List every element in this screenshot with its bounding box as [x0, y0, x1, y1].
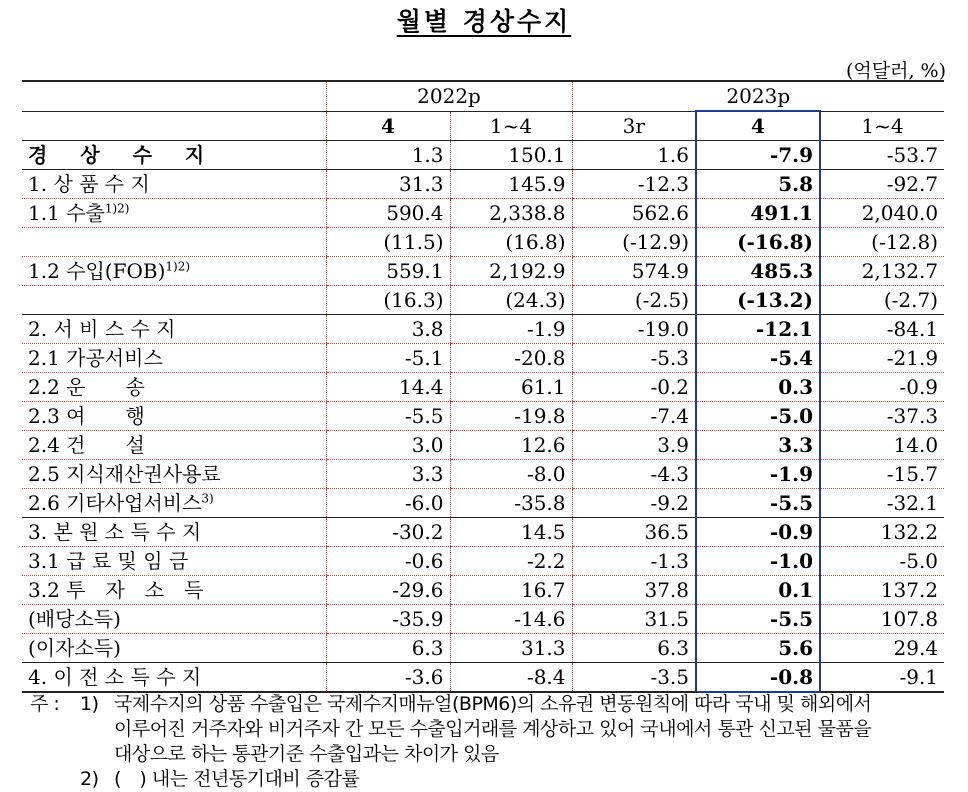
value-cell: (16.8) [450, 228, 572, 257]
value-cell: 37.8 [572, 576, 696, 605]
table-row [22, 460, 944, 489]
value-cell: -8.4 [450, 663, 572, 693]
value-cell: 0.3 [696, 373, 820, 402]
value-cell: -9.1 [820, 663, 944, 693]
value-cell: 145.9 [450, 170, 572, 199]
value-cell: -3.5 [572, 663, 696, 693]
value-cell: (11.5) [326, 228, 450, 257]
value-cell: (-2.5) [572, 286, 696, 315]
footnote-2 [30, 767, 960, 792]
value-cell: 137.2 [820, 576, 944, 605]
value-cell: -0.9 [696, 518, 820, 547]
table-row [22, 634, 944, 663]
value-cell: (24.3) [450, 286, 572, 315]
row-label [22, 373, 326, 402]
table-row [22, 373, 944, 402]
value-cell: 132.2 [820, 518, 944, 547]
row-label [22, 286, 326, 315]
value-cell: 6.3 [326, 634, 450, 663]
table-row [22, 228, 944, 257]
footnote-marker: 3) [201, 491, 214, 506]
value-cell: -1.3 [572, 547, 696, 576]
value-cell: -14.6 [450, 605, 572, 634]
value-cell: (16.3) [326, 286, 450, 315]
value-cell: 485.3 [696, 257, 820, 286]
value-cell: -0.6 [326, 547, 450, 576]
value-cell: -5.3 [572, 344, 696, 373]
row-label-text: 2.4 건 설 [28, 433, 145, 457]
table-row [22, 663, 944, 693]
row-label [22, 605, 326, 634]
table-row [22, 170, 944, 199]
value-cell: 14.5 [450, 518, 572, 547]
footnote-text: 이루어진 거주자와 비거주자 간 모든 수출입거래를 계상하고 있어 국내에서 통관 신고된 물품을 [114, 718, 872, 740]
footnote-marker: 1)2) [104, 201, 130, 216]
value-cell: -29.6 [326, 576, 450, 605]
table-body [22, 141, 944, 693]
row-label [22, 199, 326, 228]
header-col-2022-1-4: 1~4 [450, 111, 572, 141]
value-cell: -0.2 [572, 373, 696, 402]
value-cell: (-2.7) [820, 286, 944, 315]
row-label-text: 2.5 지식재산권사용료 [28, 462, 221, 486]
row-label [22, 460, 326, 489]
value-cell: 3.3 [326, 460, 450, 489]
value-cell: 559.1 [326, 257, 450, 286]
value-cell: -19.8 [450, 402, 572, 431]
current-account-table [22, 80, 944, 693]
value-cell: 29.4 [820, 634, 944, 663]
footnote-text: 대상으로 하는 통관기준 수출입과는 차이가 있음 [114, 743, 499, 765]
row-label-text: 1. 상 품 수 지 [28, 172, 150, 196]
value-cell: -5.0 [820, 547, 944, 576]
row-label-text: 2.2 운 송 [28, 375, 145, 399]
value-cell: -37.3 [820, 402, 944, 431]
value-cell: -5.4 [696, 344, 820, 373]
row-label-text: 4. 이 전 소 득 수 지 [28, 665, 202, 689]
table-row [22, 199, 944, 228]
footnotes [30, 692, 960, 792]
value-cell: 3.0 [326, 431, 450, 460]
value-cell: 1.6 [572, 141, 696, 170]
value-cell: -20.8 [450, 344, 572, 373]
row-label [22, 170, 326, 199]
table-row [22, 141, 944, 170]
value-cell: -7.4 [572, 402, 696, 431]
row-label-text: 3.1 급 료 및 임 금 [28, 549, 189, 573]
table-row [22, 518, 944, 547]
value-cell: 14.4 [326, 373, 450, 402]
value-cell: (-16.8) [696, 228, 820, 257]
row-label [22, 518, 326, 547]
value-cell: (-13.2) [696, 286, 820, 315]
header-col-2023-4: 4 [696, 111, 820, 141]
value-cell: 0.1 [696, 576, 820, 605]
value-cell: -9.2 [572, 489, 696, 518]
value-cell: -2.2 [450, 547, 572, 576]
value-cell: (-12.9) [572, 228, 696, 257]
value-cell: 5.6 [696, 634, 820, 663]
footnote-number: 1) [80, 693, 99, 715]
value-cell: 3.8 [326, 315, 450, 344]
table-row [22, 257, 944, 286]
header-row-years [22, 81, 944, 111]
header-col-2023-1-4: 1~4 [820, 111, 944, 141]
value-cell: -7.9 [696, 141, 820, 170]
row-label [22, 141, 326, 170]
row-label [22, 634, 326, 663]
header-col-2023-3r: 3r [572, 111, 696, 141]
value-cell: 31.5 [572, 605, 696, 634]
value-cell: -5.5 [696, 489, 820, 518]
value-cell: -30.2 [326, 518, 450, 547]
value-cell: 36.5 [572, 518, 696, 547]
row-label [22, 576, 326, 605]
value-cell: 5.8 [696, 170, 820, 199]
table-row [22, 547, 944, 576]
row-label-text: (배당소득) [28, 607, 121, 631]
value-cell: 107.8 [820, 605, 944, 634]
row-label [22, 257, 326, 286]
value-cell: -0.8 [696, 663, 820, 693]
table-row [22, 605, 944, 634]
footnote-1 [30, 692, 960, 717]
footnote-text: ( ) 내는 전년동기대비 증감률 [114, 768, 360, 790]
value-cell: -0.9 [820, 373, 944, 402]
header-year-2022: 2022p [326, 81, 572, 111]
value-cell: -53.7 [820, 141, 944, 170]
value-cell: -5.1 [326, 344, 450, 373]
row-label-text: 2.3 여 행 [28, 404, 145, 428]
value-cell: 562.6 [572, 199, 696, 228]
value-cell: -35.9 [326, 605, 450, 634]
header-col-2022-4: 4 [326, 111, 450, 141]
value-cell: 2,192.9 [450, 257, 572, 286]
row-label [22, 344, 326, 373]
row-label [22, 547, 326, 576]
value-cell: 2,132.7 [820, 257, 944, 286]
footnote-lead: 주 : [30, 693, 60, 715]
row-label-text: 2.1 가공서비스 [28, 346, 163, 370]
value-cell: 1.3 [326, 141, 450, 170]
value-cell: 590.4 [326, 199, 450, 228]
value-cell: -3.6 [326, 663, 450, 693]
value-cell: -5.5 [696, 605, 820, 634]
row-label [22, 315, 326, 344]
value-cell: -12.1 [696, 315, 820, 344]
row-label-text: 3.2 투 자 소 득 [28, 578, 204, 602]
value-cell: -84.1 [820, 315, 944, 344]
value-cell: 150.1 [450, 141, 572, 170]
table-row [22, 576, 944, 605]
unit-label: (억달러, %) [845, 60, 946, 82]
value-cell: 2,338.8 [450, 199, 572, 228]
value-cell: -15.7 [820, 460, 944, 489]
table-row [22, 315, 944, 344]
row-label-text: 2.6 기타사업서비스 [28, 491, 202, 515]
header-blank [22, 81, 326, 111]
row-label-text: 2. 서 비 스 수 지 [28, 317, 176, 341]
header-row-months [22, 111, 944, 141]
value-cell: -35.8 [450, 489, 572, 518]
row-label-text: (이자소득) [28, 636, 121, 660]
value-cell: -5.0 [696, 402, 820, 431]
value-cell: 61.1 [450, 373, 572, 402]
value-cell: 12.6 [450, 431, 572, 460]
footnote-marker: 1)2) [165, 259, 191, 274]
value-cell: -8.0 [450, 460, 572, 489]
value-cell: 16.7 [450, 576, 572, 605]
table-row [22, 431, 944, 460]
value-cell: -21.9 [820, 344, 944, 373]
value-cell: 574.9 [572, 257, 696, 286]
table-row [22, 402, 944, 431]
value-cell: -12.3 [572, 170, 696, 199]
value-cell: -6.0 [326, 489, 450, 518]
value-cell: 3.9 [572, 431, 696, 460]
value-cell: -5.5 [326, 402, 450, 431]
table-row [22, 286, 944, 315]
footnote-text: 국제수지의 상품 수출입은 국제수지매뉴얼(BPM6)의 소유권 변동원칙에 따라 국내 및 해외에서 [114, 693, 872, 715]
value-cell: 491.1 [696, 199, 820, 228]
row-label [22, 402, 326, 431]
value-cell: (-12.8) [820, 228, 944, 257]
page-title: 월별 경상수지 [396, 7, 572, 36]
table-row [22, 344, 944, 373]
row-label [22, 663, 326, 693]
value-cell: 14.0 [820, 431, 944, 460]
row-label [22, 431, 326, 460]
value-cell: -32.1 [820, 489, 944, 518]
value-cell: 2,040.0 [820, 199, 944, 228]
table-row [22, 489, 944, 518]
header-year-2023: 2023p [572, 81, 944, 111]
value-cell: -19.0 [572, 315, 696, 344]
value-cell: 31.3 [450, 634, 572, 663]
row-label [22, 228, 326, 257]
value-cell: -1.9 [450, 315, 572, 344]
value-cell: 31.3 [326, 170, 450, 199]
value-cell: 3.3 [696, 431, 820, 460]
value-cell: -1.0 [696, 547, 820, 576]
row-label-text: 3. 본 원 소 득 수 지 [28, 520, 202, 544]
value-cell: -4.3 [572, 460, 696, 489]
value-cell: 6.3 [572, 634, 696, 663]
value-cell: -1.9 [696, 460, 820, 489]
row-label-text: 1.2 수입(FOB) [28, 259, 166, 283]
header-blank [22, 111, 326, 141]
row-label [22, 489, 326, 518]
row-label-text: 경 상 수 지 [28, 143, 218, 167]
value-cell: -92.7 [820, 170, 944, 199]
footnote-number: 2) [80, 768, 99, 790]
row-label-text: 1.1 수출 [28, 201, 105, 225]
